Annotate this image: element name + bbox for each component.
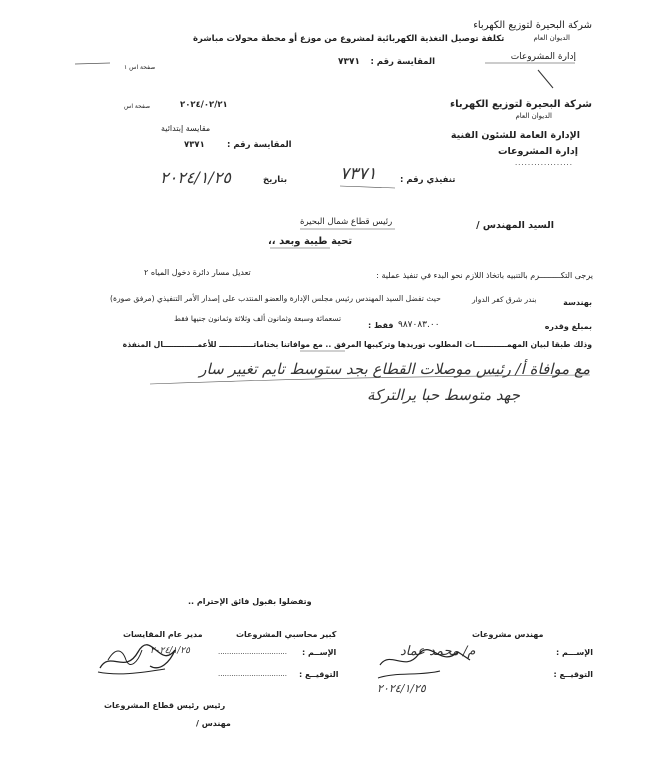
document-title: تكلفة توصيل التغذية الكهربائية لمشروع من موزع أو محطة محولات مباشرة xyxy=(193,34,505,44)
slash-mark-top xyxy=(538,70,553,88)
amount-label: بمبلغ وقدره xyxy=(544,322,592,331)
dash-mark-top xyxy=(75,63,110,64)
initial-quotation-label: مقايسة إبتدائية xyxy=(161,124,211,133)
date-top: ٢٠٢٤/٠٢/٢١ xyxy=(180,100,228,110)
left-sig-date-handwritten: ٢٠٢٤/١/٢٥ xyxy=(150,646,190,656)
left-signature-scribble xyxy=(100,645,175,668)
dept-dots: .................. xyxy=(514,159,573,167)
right-sig-name-label: الإســـم : xyxy=(555,648,593,657)
amount-words: تسعمائة وسبعة وثمانون ألف وثلاثة وثمانون جنيها فقط xyxy=(174,314,342,323)
closing-line: وتفضلوا بقبول فائق الإحترام .. xyxy=(188,597,312,606)
only-label: فقط : xyxy=(368,321,394,330)
bottom-right-subtitle: مهندس / xyxy=(196,719,231,728)
salutation-label: السيد المهندس / xyxy=(476,220,554,231)
quotation-label-top: المقايسة رقم : xyxy=(370,57,435,67)
middle-sig-name-dots: ............................... xyxy=(218,648,287,656)
quotation-number-top: ٧٣٧١ xyxy=(338,57,360,67)
middle-sig-name-label: الإســم : xyxy=(302,648,337,657)
addressee: رئيس قطاع شمال البحيرة xyxy=(300,217,393,227)
bottom-left-title: رئيس قطاع المشروعات xyxy=(104,701,199,710)
statement-line: وذلك طبقا لبيان المهمــــــــــــات المطلوب توريدها وتركيبها المرفق .. مع موافاتنا بختاماتـــــــــــــ للأعمـــــــــــــال المنفذة xyxy=(122,340,592,349)
quotation-number-second: ٧٣٧١ xyxy=(184,140,205,150)
dept-name-top: إدارة المشروعات xyxy=(510,52,576,62)
dept-name-second: إدارة المشروعات xyxy=(497,146,578,157)
right-sig-date-handwritten: ٢٠٢٤/١/٢٥ xyxy=(377,682,426,695)
right-sig-signature-label: التوقيــع : xyxy=(553,670,593,679)
location-label: بهندسة xyxy=(563,298,592,307)
office-name-second: الديوان العام xyxy=(515,112,552,120)
handwritten-note-line-2: جهد متوسط حبا يرالتركة xyxy=(366,386,520,404)
right-signature-scribble xyxy=(380,650,470,665)
handwritten-note-line-1: مع موافاة أ/ رئيس موصلات القطاع بجد ستوسط تايم تغيير سار xyxy=(199,360,590,378)
company-name-top: شركة البحيرة لتوزيع الكهرباء xyxy=(473,20,592,31)
bottom-right-title: رئيس xyxy=(203,701,226,710)
page-label-second: صفحة اس xyxy=(124,103,151,110)
middle-sig-title: كبير محاسبي المشروعات xyxy=(236,630,337,639)
exec-underline xyxy=(340,186,395,188)
approval-text: حيث تفضل السيد المهندس رئيس مجلس الإدارة والعضو المنتدب على إصدار الأمر التنفيذي (مرفق صورة) xyxy=(110,294,441,303)
right-sig-title: مهندس مشروعات xyxy=(472,630,544,639)
operation-name: تعديل مسار دائرة دخول المياه ٢ xyxy=(144,268,251,277)
date-handwritten: ٢٠٢٤/١/٢٥ xyxy=(160,168,231,187)
date-label: بتاريخ xyxy=(263,175,288,185)
amount-value: ٩٨٧٠٨٣.٠٠ xyxy=(398,320,440,330)
request-line: يرجى التكـــــــــرم بالتنبيه باتخاذ اللازم نحو البدء في تنفيذ عملية : xyxy=(376,271,593,280)
general-admin-name: الإدارة العامة للشئون الفنية xyxy=(450,130,580,141)
company-name-second: شركة البحيرة لتوزيع الكهرباء xyxy=(450,99,592,110)
office-name-top: الديوان العام xyxy=(533,34,570,42)
exec-number-label: تنفيذي رقم : xyxy=(400,175,456,185)
left-signature-underline xyxy=(98,669,165,674)
right-signature-underline xyxy=(378,671,440,678)
quotation-label-second: المقايسة رقم : xyxy=(227,140,292,150)
middle-sig-signature-label: التوقيــع : xyxy=(299,670,339,679)
right-sig-name-handwritten: م/ محمد عماد xyxy=(400,644,476,659)
exec-number-handwritten: ٧٣٧١ xyxy=(340,164,377,184)
greeting: تحية طيبة وبعد ،، xyxy=(268,236,353,247)
left-sig-title: مدير عام المقايسات xyxy=(123,630,203,639)
location-name: بندر شرق كفر الدوار xyxy=(472,295,537,304)
middle-sig-signature-dots: ............................... xyxy=(218,670,287,678)
handwriting-baseline-1 xyxy=(150,375,590,384)
page-label-top: صفحة اس ١ xyxy=(124,64,156,71)
